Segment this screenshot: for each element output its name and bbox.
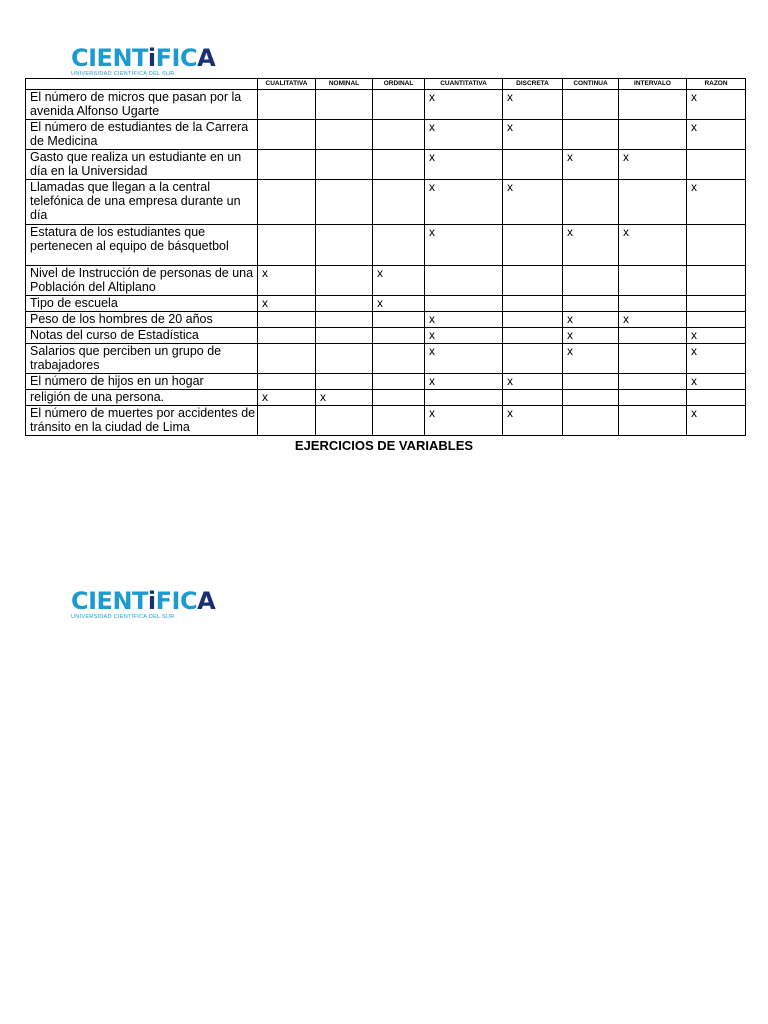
- column-header: CONTINUA: [563, 79, 619, 90]
- classification-mark-cell: [316, 180, 373, 225]
- university-logo-top: [71, 44, 216, 81]
- column-header: INTERVALO: [619, 79, 687, 90]
- column-header: [26, 79, 258, 90]
- table-header-row: [26, 79, 746, 90]
- table-row: [26, 90, 746, 120]
- classification-mark-cell: [619, 374, 687, 390]
- classification-mark-cell: x: [687, 374, 746, 390]
- classification-mark-cell: [258, 90, 316, 120]
- classification-mark-cell: [503, 328, 563, 344]
- variable-description-cell: religión de una persona.: [26, 390, 258, 406]
- classification-mark-cell: [373, 406, 425, 436]
- table-row: [26, 406, 746, 436]
- classification-mark-cell: x: [563, 150, 619, 180]
- classification-mark-cell: [373, 90, 425, 120]
- column-header: ORDINAL: [373, 79, 425, 90]
- classification-mark-cell: x: [687, 120, 746, 150]
- classification-mark-cell: [619, 344, 687, 374]
- classification-mark-cell: x: [687, 328, 746, 344]
- classification-mark-cell: [316, 328, 373, 344]
- document-title: EJERCICIOS DE VARIABLES: [294, 438, 474, 453]
- classification-mark-cell: [258, 312, 316, 328]
- table-body: [26, 90, 746, 436]
- variables-table: [25, 78, 746, 436]
- university-logo-bottom: [71, 587, 216, 624]
- classification-mark-cell: [373, 180, 425, 225]
- table-row: [26, 374, 746, 390]
- variable-description-cell: Salarios que perciben un grupo de trabajadores: [26, 344, 258, 374]
- classification-mark-cell: x: [563, 344, 619, 374]
- classification-mark-cell: [316, 406, 373, 436]
- classification-mark-cell: x: [425, 312, 503, 328]
- classification-mark-cell: [425, 390, 503, 406]
- classification-mark-cell: [258, 344, 316, 374]
- classification-mark-cell: x: [563, 312, 619, 328]
- table-row: [26, 344, 746, 374]
- classification-mark-cell: [503, 150, 563, 180]
- classification-mark-cell: x: [258, 390, 316, 406]
- variable-description-cell: El número de muertes por accidentes de tránsito en la ciudad de Lima: [26, 406, 258, 436]
- table-row: [26, 296, 746, 312]
- table-row: [26, 120, 746, 150]
- variable-description-cell: El número de estudiantes de la Carrera de Medicina: [26, 120, 258, 150]
- classification-mark-cell: [373, 150, 425, 180]
- classification-mark-cell: [687, 296, 746, 312]
- classification-mark-cell: [316, 266, 373, 296]
- classification-mark-cell: x: [425, 150, 503, 180]
- classification-mark-cell: [503, 225, 563, 266]
- classification-mark-cell: x: [563, 225, 619, 266]
- classification-mark-cell: [258, 150, 316, 180]
- classification-mark-cell: [373, 374, 425, 390]
- classification-mark-cell: [316, 120, 373, 150]
- classification-mark-cell: x: [503, 120, 563, 150]
- classification-mark-cell: [563, 180, 619, 225]
- classification-mark-cell: [373, 120, 425, 150]
- table-row: [26, 266, 746, 296]
- classification-mark-cell: [373, 312, 425, 328]
- classification-mark-cell: [563, 90, 619, 120]
- classification-mark-cell: x: [563, 328, 619, 344]
- classification-mark-cell: x: [687, 90, 746, 120]
- classification-mark-cell: [563, 406, 619, 436]
- logo-subline: UNIVERSIDAD CIENTÍFICA DEL SUR: [71, 71, 175, 77]
- classification-mark-cell: x: [425, 374, 503, 390]
- classification-mark-cell: x: [687, 406, 746, 436]
- table-row: [26, 390, 746, 406]
- classification-mark-cell: [619, 390, 687, 406]
- classification-mark-cell: x: [619, 225, 687, 266]
- variable-description-cell: El número de micros que pasan por la avenida Alfonso Ugarte: [26, 90, 258, 120]
- column-header: CUALITATIVA: [258, 79, 316, 90]
- classification-mark-cell: x: [425, 406, 503, 436]
- classification-mark-cell: [258, 406, 316, 436]
- classification-mark-cell: [316, 225, 373, 266]
- classification-mark-cell: x: [619, 150, 687, 180]
- table-row: [26, 312, 746, 328]
- column-header: NOMINAL: [316, 79, 373, 90]
- classification-mark-cell: [316, 90, 373, 120]
- classification-mark-cell: x: [425, 344, 503, 374]
- classification-mark-cell: x: [373, 296, 425, 312]
- classification-mark-cell: x: [425, 180, 503, 225]
- classification-mark-cell: x: [687, 344, 746, 374]
- variable-description-cell: Estatura de los estudiantes que pertenecen al equipo de básquetbol: [26, 225, 258, 266]
- classification-mark-cell: [373, 225, 425, 266]
- classification-mark-cell: [619, 90, 687, 120]
- classification-mark-cell: x: [258, 266, 316, 296]
- classification-mark-cell: [619, 296, 687, 312]
- classification-mark-cell: x: [503, 406, 563, 436]
- variable-description-cell: El número de hijos en un hogar: [26, 374, 258, 390]
- classification-mark-cell: [503, 296, 563, 312]
- classification-mark-cell: [619, 406, 687, 436]
- variable-description-cell: Tipo de escuela: [26, 296, 258, 312]
- table-row: [26, 150, 746, 180]
- classification-mark-cell: [563, 296, 619, 312]
- classification-mark-cell: [316, 312, 373, 328]
- logo-subline: UNIVERSIDAD CIENTÍFICA DEL SUR: [71, 614, 175, 620]
- classification-mark-cell: [316, 374, 373, 390]
- variable-description-cell: Gasto que realiza un estudiante en un día en la Universidad: [26, 150, 258, 180]
- classification-mark-cell: x: [503, 90, 563, 120]
- classification-mark-cell: [503, 312, 563, 328]
- logo-wordmark: CIENTiFICA: [71, 44, 216, 72]
- classification-mark-cell: [619, 180, 687, 225]
- classification-mark-cell: x: [425, 90, 503, 120]
- classification-mark-cell: [563, 120, 619, 150]
- classification-mark-cell: [687, 225, 746, 266]
- table-row: [26, 180, 746, 225]
- classification-mark-cell: [563, 266, 619, 296]
- classification-mark-cell: [503, 266, 563, 296]
- classification-mark-cell: [687, 390, 746, 406]
- classification-mark-cell: [316, 344, 373, 374]
- classification-mark-cell: [619, 328, 687, 344]
- classification-mark-cell: [503, 344, 563, 374]
- classification-mark-cell: [503, 390, 563, 406]
- classification-mark-cell: [316, 296, 373, 312]
- variable-description-cell: Llamadas que llegan a la central telefónica de una empresa durante un día: [26, 180, 258, 225]
- classification-mark-cell: [316, 150, 373, 180]
- classification-mark-cell: [258, 225, 316, 266]
- classification-mark-cell: x: [619, 312, 687, 328]
- column-header: DISCRETA: [503, 79, 563, 90]
- classification-mark-cell: x: [316, 390, 373, 406]
- classification-mark-cell: [258, 328, 316, 344]
- table-row: [26, 328, 746, 344]
- classification-mark-cell: [687, 312, 746, 328]
- classification-mark-cell: [619, 266, 687, 296]
- column-header: CUANTITATIVA: [425, 79, 503, 90]
- classification-mark-cell: [373, 390, 425, 406]
- classification-mark-cell: x: [687, 180, 746, 225]
- classification-mark-cell: x: [503, 374, 563, 390]
- classification-mark-cell: [687, 150, 746, 180]
- table-row: [26, 225, 746, 266]
- classification-mark-cell: [258, 120, 316, 150]
- classification-mark-cell: [373, 328, 425, 344]
- classification-mark-cell: x: [425, 328, 503, 344]
- classification-mark-cell: [563, 390, 619, 406]
- classification-mark-cell: [258, 374, 316, 390]
- column-header: RAZON: [687, 79, 746, 90]
- classification-mark-cell: [619, 120, 687, 150]
- classification-mark-cell: x: [373, 266, 425, 296]
- classification-mark-cell: [687, 266, 746, 296]
- logo-wordmark: CIENTiFICA: [71, 587, 216, 615]
- variable-description-cell: Notas del curso de Estadística: [26, 328, 258, 344]
- classification-mark-cell: [425, 266, 503, 296]
- classification-mark-cell: [563, 374, 619, 390]
- classification-mark-cell: [373, 344, 425, 374]
- classification-mark-cell: x: [425, 225, 503, 266]
- classification-mark-cell: x: [258, 296, 316, 312]
- classification-mark-cell: [425, 296, 503, 312]
- classification-mark-cell: x: [503, 180, 563, 225]
- classification-mark-cell: [258, 180, 316, 225]
- variable-description-cell: Peso de los hombres de 20 años: [26, 312, 258, 328]
- variable-description-cell: Nivel de Instrucción de personas de una Población del Altiplano: [26, 266, 258, 296]
- classification-mark-cell: x: [425, 120, 503, 150]
